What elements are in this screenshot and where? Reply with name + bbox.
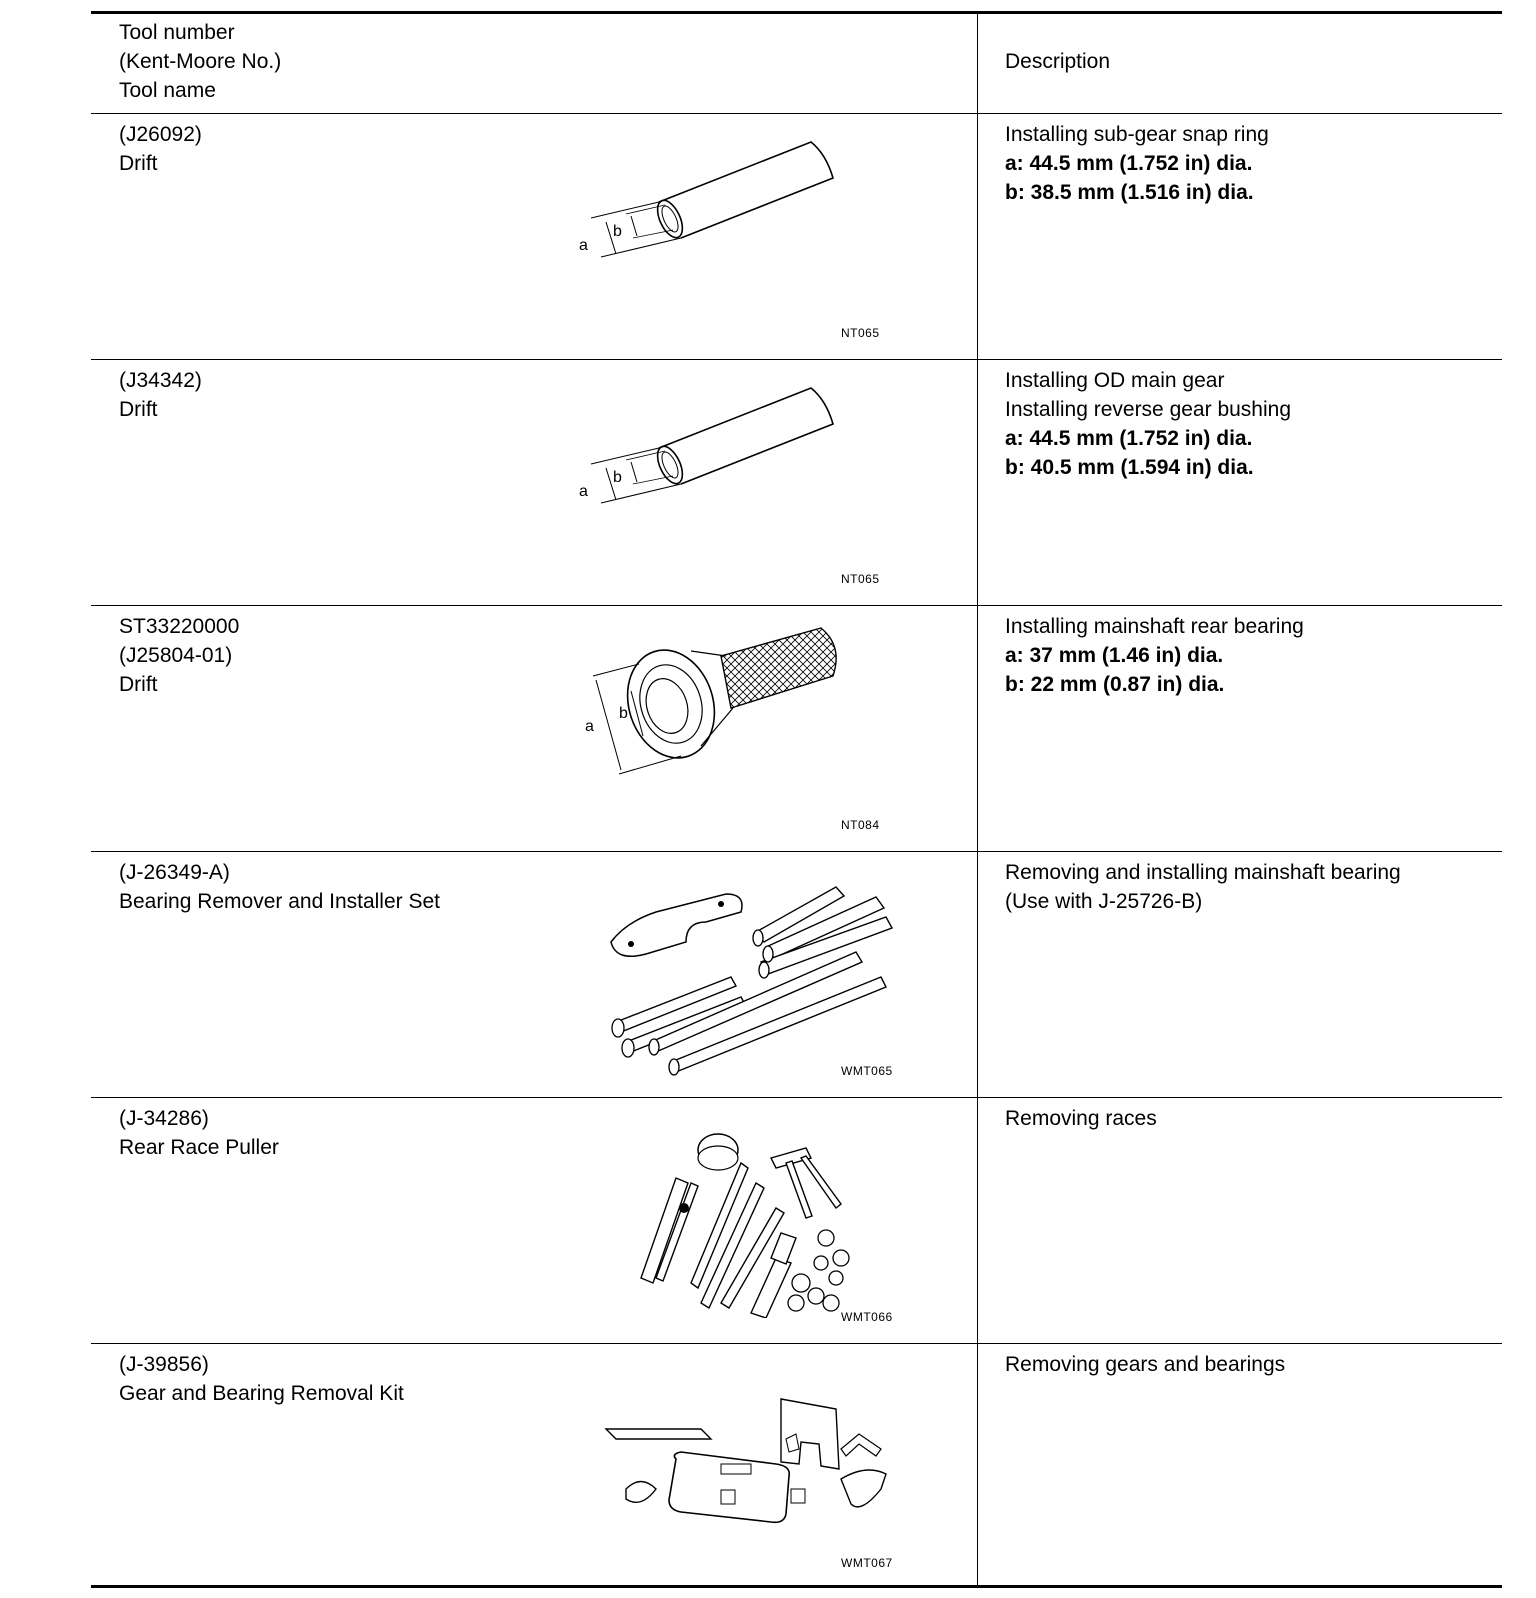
header-line: Tool number (119, 21, 235, 44)
table-row (91, 1344, 1502, 1585)
dimension-a: a: 44.5 mm (1.752 in) dia. (1005, 152, 1253, 175)
description-line: Removing and installing mainshaft bearing (1005, 861, 1401, 884)
dim-b-label: b (613, 223, 622, 240)
table-row (91, 360, 1502, 606)
race-puller-figure (636, 1128, 896, 1318)
tool-number: ST33220000 (119, 615, 240, 638)
header-line: Tool name (119, 79, 216, 102)
tool-id-cell (119, 1104, 279, 1162)
dim-b-label: b (619, 705, 628, 722)
description-line: Removing races (1005, 1107, 1157, 1130)
tool-number: (J-39856) (119, 1353, 209, 1376)
figure-code: WMT066 (841, 1310, 893, 1324)
figure-code: WMT065 (841, 1064, 893, 1078)
dimension-b: b: 38.5 mm (1.516 in) dia. (1005, 181, 1254, 204)
tool-kent-moore-number: (J25804-01) (119, 644, 233, 667)
tool-number: (J34342) (119, 369, 202, 392)
dim-a-label: a (579, 483, 588, 500)
tool-name: Drift (119, 673, 158, 696)
figure-code: NT065 (841, 326, 880, 340)
tool-name: Rear Race Puller (119, 1136, 279, 1159)
drift-tube-figure (571, 372, 871, 512)
tool-id-cell (119, 858, 440, 916)
dimension-a: a: 37 mm (1.46 in) dia. (1005, 644, 1224, 667)
description-cell (1005, 366, 1485, 482)
bearing-remover-set-figure (606, 882, 906, 1077)
tool-number: (J-34286) (119, 1107, 209, 1130)
dimension-b: b: 40.5 mm (1.594 in) dia. (1005, 456, 1254, 479)
tool-id-cell (119, 366, 202, 424)
description-line: Installing reverse gear bushing (1005, 398, 1292, 421)
dimension-b: b: 22 mm (0.87 in) dia. (1005, 673, 1225, 696)
table-bottom-rule (91, 1585, 1502, 1588)
tool-name: Bearing Remover and Installer Set (119, 890, 440, 913)
gear-bearing-kit-figure (601, 1394, 901, 1544)
description-cell (1005, 120, 1485, 207)
tool-number: (J-26349-A) (119, 861, 230, 884)
dim-b-label: b (613, 469, 622, 486)
dim-a-label: a (585, 718, 594, 735)
drift-tube-figure (571, 126, 871, 266)
table-row (91, 606, 1502, 852)
header-description: Description (1005, 50, 1111, 73)
description-cell (1005, 612, 1485, 699)
figure-code: NT065 (841, 572, 880, 586)
tool-name: Drift (119, 152, 158, 175)
description-line: Installing mainshaft rear bearing (1005, 615, 1304, 638)
figure-code: WMT067 (841, 1556, 893, 1570)
figure-code: NT084 (841, 818, 880, 832)
header-line: (Kent-Moore No.) (119, 50, 282, 73)
description-line: (Use with J-25726-B) (1005, 890, 1203, 913)
table-header-row (91, 14, 1502, 114)
description-cell (1005, 1104, 1485, 1133)
table-row (91, 1098, 1502, 1344)
tool-name: Gear and Bearing Removal Kit (119, 1382, 404, 1405)
description-cell (1005, 858, 1485, 916)
description-cell (1005, 1350, 1485, 1379)
drift-bearing-figure (571, 616, 871, 791)
table-row (91, 852, 1502, 1098)
tool-number: (J26092) (119, 123, 202, 146)
tool-id-cell (119, 612, 239, 699)
tool-name: Drift (119, 398, 158, 421)
description-line: Installing sub-gear snap ring (1005, 123, 1269, 146)
tool-id-cell (119, 1350, 404, 1408)
description-line: Installing OD main gear (1005, 369, 1225, 392)
table-row (91, 114, 1502, 360)
dimension-a: a: 44.5 mm (1.752 in) dia. (1005, 427, 1253, 450)
dim-a-label: a (579, 237, 588, 254)
tool-id-cell (119, 120, 202, 178)
description-line: Removing gears and bearings (1005, 1353, 1286, 1376)
header-tool-column (119, 18, 281, 105)
